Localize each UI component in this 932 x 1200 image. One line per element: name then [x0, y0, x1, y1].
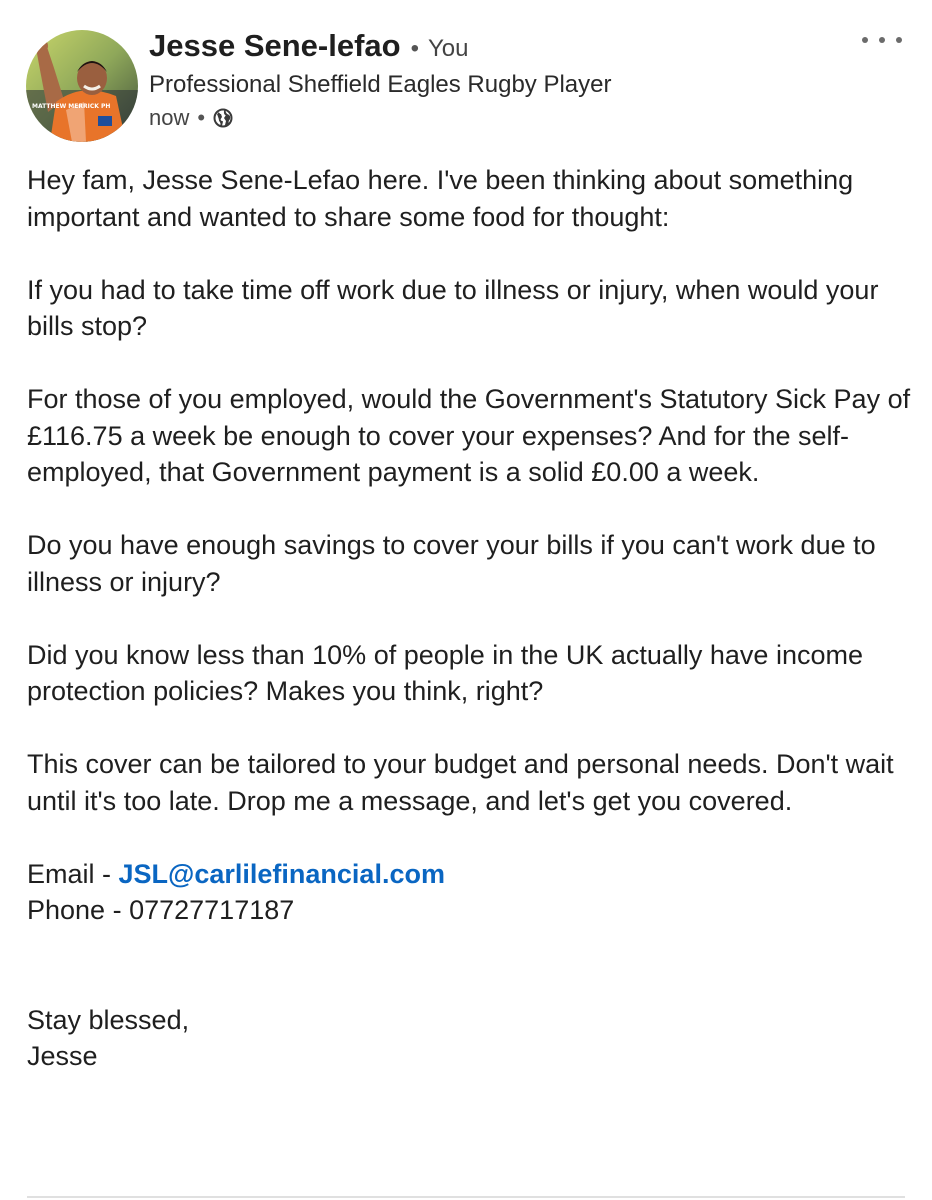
email-link[interactable]: JSL@carlilefinancial.com — [118, 858, 445, 889]
signoff: Stay blessed, — [27, 1004, 190, 1035]
author-name[interactable]: Jesse Sene-lefao — [149, 28, 401, 63]
post-paragraph: If you had to take time off work due to illness or injury, when would your bills stop? — [27, 274, 879, 341]
divider — [27, 1196, 905, 1198]
paragraph-gap — [27, 819, 912, 856]
email-label: Email - — [27, 858, 119, 889]
paragraph-gap — [27, 600, 912, 637]
more-options-button[interactable] — [862, 30, 902, 50]
signature: Jesse — [27, 1041, 98, 1071]
avatar-photo — [26, 30, 138, 142]
post-meta — [149, 102, 852, 134]
globe-icon — [213, 108, 233, 128]
avatar-watermark: MATTHEW MERRICK PH — [32, 103, 111, 110]
author-headline: Professional Sheffield Eagles Rugby Player — [149, 71, 612, 98]
more-dot-icon — [896, 37, 902, 43]
paragraph-gap — [27, 929, 912, 1002]
phone-number: 07727717187 — [129, 895, 295, 925]
contact-email-line — [27, 856, 912, 893]
meta-separator: • — [197, 105, 206, 130]
degree-separator: • — [410, 35, 419, 62]
author-row — [149, 28, 852, 72]
post-paragraph: This cover can be tailored to your budget and personal needs. Don't wait until it's too late. Drop me a message, and let's get you covered. — [27, 749, 894, 816]
more-dot-icon — [879, 37, 885, 43]
paragraph-gap — [27, 345, 912, 382]
post-paragraph: Did you know less than 10% of people in the UK actually have income protection policies? Makes you think, right? — [27, 639, 863, 706]
paragraph-gap — [27, 491, 912, 528]
post-paragraph: Hey fam, Jesse Sene-Lefao here. I've been thinking about something important and wanted to share some food for thought: — [27, 165, 854, 232]
post-header — [149, 28, 852, 134]
more-dot-icon — [862, 37, 868, 43]
contact-phone-line — [27, 892, 912, 929]
phone-label: Phone - — [27, 895, 130, 925]
paragraph-gap — [27, 235, 912, 272]
connection-degree: You — [428, 35, 469, 62]
post-paragraph: Do you have enough savings to cover your bills if you can't work due to illness or injury? — [27, 530, 876, 597]
post-body — [27, 162, 912, 1075]
paragraph-gap — [27, 710, 912, 747]
avatar[interactable] — [26, 30, 138, 142]
post-timestamp: now — [149, 105, 190, 130]
post-paragraph: For those of you employed, would the Government's Statutory Sick Pay of £116.75 a week be enough to cover your expenses? And for the self-employed, that Government payment is a solid £0.00 a week. — [27, 384, 911, 487]
